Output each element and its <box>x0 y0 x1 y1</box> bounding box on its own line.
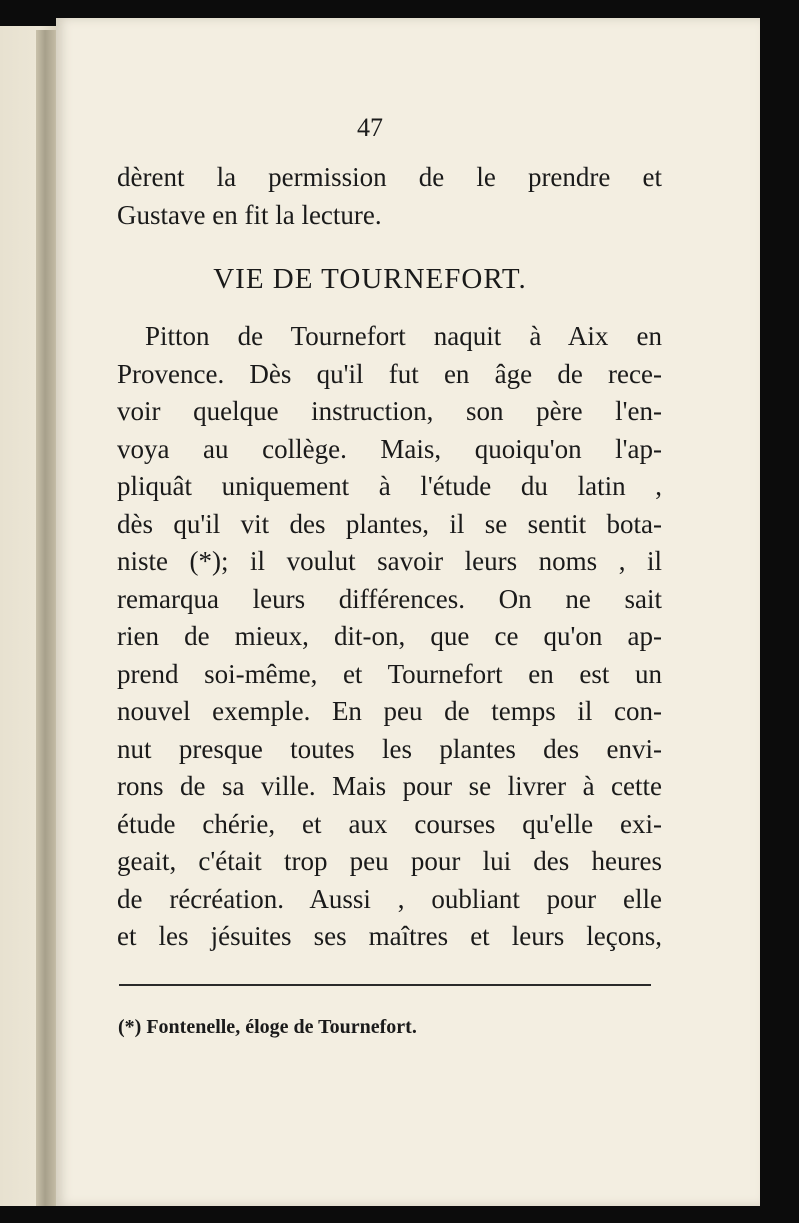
text-line: voir quelque instruction, son père l'en- <box>117 396 662 426</box>
text-line: voya au collège. Mais, quoiqu'on l'ap- <box>117 433 662 464</box>
text-line: étude chérie, et aux courses qu'elle exi- <box>117 808 662 839</box>
text-line: dès qu'il vit des plantes, il se sentit bota- <box>117 508 662 539</box>
text-line: dèrent la permission de le prendre et <box>117 162 662 192</box>
opening-paragraph <box>117 158 662 234</box>
text-line: et les jésuites ses maîtres et leurs leçons, <box>117 921 662 951</box>
text-line: Gustave en fit la lecture. <box>117 200 382 230</box>
footnote: (*) Fontenelle, éloge de Tournefort. <box>118 1016 417 1038</box>
text-line: de récréation. Aussi , oubliant pour elle <box>117 883 662 914</box>
text-line: prend soi-même, et Tournefort en est un <box>117 658 662 689</box>
text-line: nut presque toutes les plantes des envi- <box>117 733 662 764</box>
footnote-divider <box>119 984 651 986</box>
chapter-title: VIE DE TOURNEFORT. <box>213 263 527 295</box>
text-line: pliquât uniquement à l'étude du latin , <box>117 471 662 501</box>
text-line: Provence. Dès qu'il fut en âge de rece- <box>117 358 662 389</box>
page-number: 47 <box>357 113 383 142</box>
text-line: geait, c'était trop peu pour lui des heures <box>117 846 662 876</box>
text-line: niste (*); il voulut savoir leurs noms , il <box>117 546 662 576</box>
body-paragraph <box>117 318 662 956</box>
book-page <box>56 18 760 1206</box>
text-line: Pitton de Tournefort naquit à Aix en <box>145 321 662 351</box>
text-line: rons de sa ville. Mais pour se livrer à cette <box>117 771 662 801</box>
text-line: rien de mieux, dit-on, que ce qu'on ap- <box>117 621 662 651</box>
text-line: nouvel exemple. En peu de temps il con- <box>117 696 662 726</box>
text-line: remarqua leurs différences. On ne sait <box>117 583 662 614</box>
